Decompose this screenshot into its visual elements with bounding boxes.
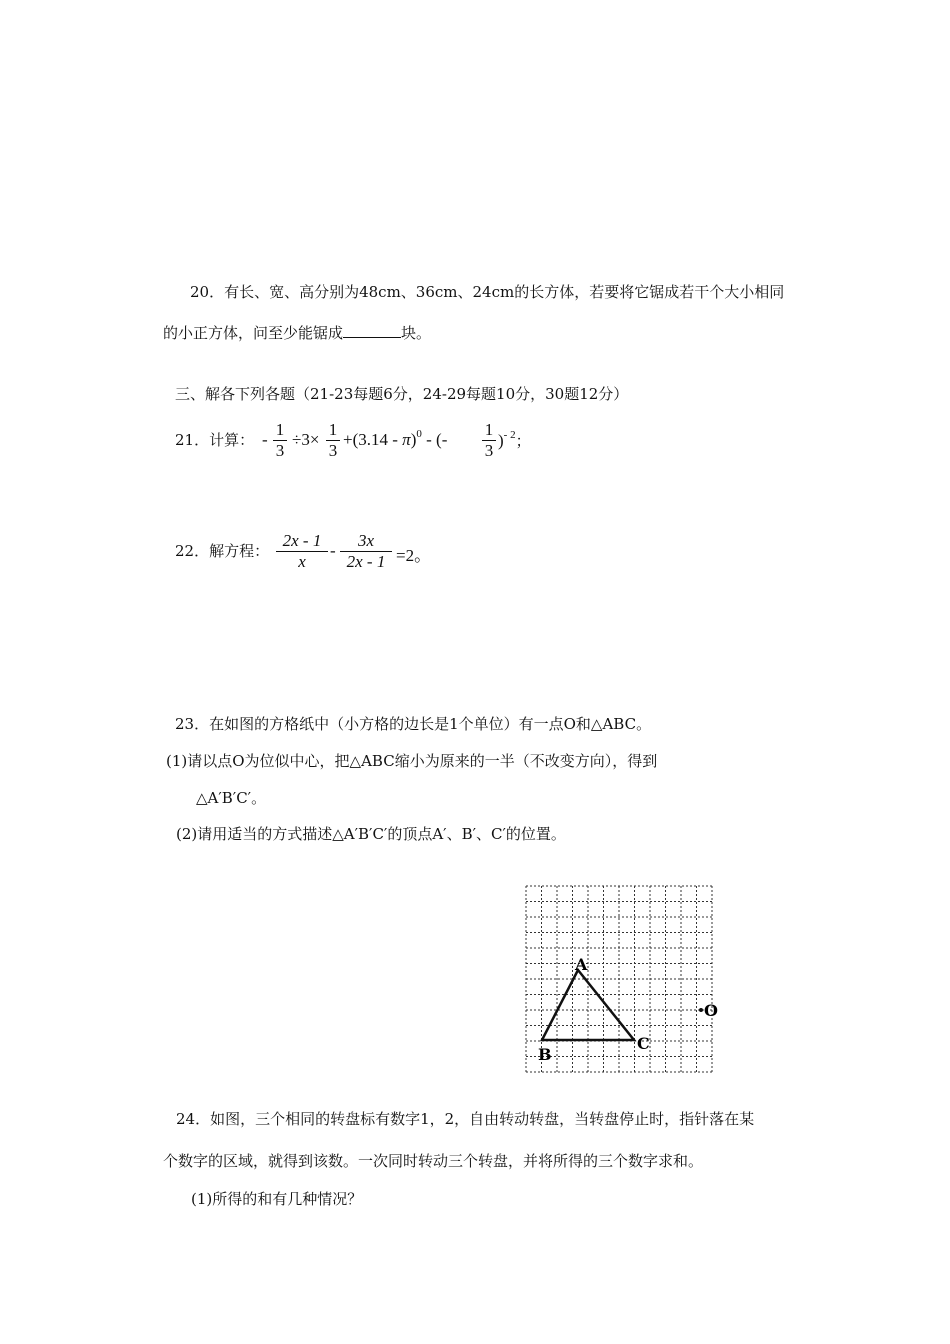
- q21-label: 21．计算：: [175, 431, 255, 449]
- q21-pi: π: [402, 430, 411, 449]
- q22-frac2: [340, 531, 392, 572]
- grid-lines: [526, 886, 712, 1072]
- q20-line1: 20．有长、宽、高分别为48cm、36cm、24cm的长方体，若要将它锯成若干个大小相同: [190, 283, 785, 301]
- q21-plus: +(3.14 -: [343, 430, 398, 449]
- q20-line2: [163, 323, 431, 343]
- q24-line2: 个数字的区域，就得到该数。一次同时转动三个转盘，并将所得的三个数字求和。: [163, 1152, 704, 1170]
- triangle-abc: [542, 970, 634, 1040]
- label-a: A: [575, 955, 588, 974]
- q23-line3: △A′B′C′。: [196, 789, 267, 807]
- q21-exp0: 0: [416, 428, 422, 440]
- q21-minus: -: [262, 430, 268, 449]
- q21-rparen: ): [410, 430, 417, 449]
- q22-label: 22．解方程：: [175, 542, 270, 560]
- q21-frac3-den: 3: [484, 441, 494, 460]
- q22-frac1: [276, 531, 328, 572]
- q22-frac1-den: x: [298, 552, 306, 571]
- q23-line1: 23．在如图的方格纸中（小方格的边长是1个单位）有一点O和△ABC。: [175, 715, 652, 733]
- q21-rparen2: ): [498, 431, 504, 450]
- q22-minus: -: [330, 541, 336, 560]
- q21-frac2-den: 3: [328, 441, 338, 460]
- q21-minus2: - (-: [426, 430, 448, 449]
- answer-blank[interactable]: [343, 323, 401, 338]
- q21-semicolon: ；: [515, 434, 531, 450]
- q21-exp-neg2: - 2: [503, 429, 516, 441]
- q21-frac1-num: 1: [273, 420, 287, 441]
- q20-line2-end: 块。: [401, 324, 432, 342]
- label-c: C: [637, 1034, 650, 1053]
- q24-line3: (1)所得的和有几种情况？: [191, 1190, 363, 1208]
- label-b: B: [538, 1045, 552, 1064]
- grid-figure: [520, 880, 730, 1080]
- q23-line4: (2)请用适当的方式描述△A′B′C′的顶点A′、B′、C′的位置。: [176, 825, 566, 843]
- q22-frac2-den: 2x - 1: [346, 552, 386, 571]
- point-o: [699, 1008, 703, 1012]
- q21-frac2-num: 1: [326, 420, 340, 441]
- q22-frac2-num: 3x: [340, 531, 392, 552]
- q21-tail: [498, 430, 531, 451]
- q21-div: ÷3×: [292, 430, 320, 449]
- q21-paren: [343, 430, 447, 450]
- q21-frac2: [326, 420, 340, 461]
- q22-frac1-num: 2x - 1: [276, 531, 328, 552]
- q21-frac3: [482, 420, 496, 461]
- q22-rhs: =2。: [396, 546, 432, 565]
- q21-frac3-num: 1: [482, 420, 496, 441]
- q24-line1: 24．如图，三个相同的转盘标有数字1，2，自由转动转盘，当转盘停止时，指针落在某: [176, 1110, 755, 1128]
- q21-frac1-den: 3: [275, 441, 285, 460]
- q23-line2: (1)请以点O为位似中心，把△ABC缩小为原来的一半（不改变方向），得到: [166, 752, 658, 770]
- q21-frac1: [273, 420, 287, 461]
- q20-line2-text: 的小正方体，问至少能锯成: [163, 324, 344, 342]
- section-heading: 三、解各下列各题（21-23每题6分，24-29每题10分，30题12分）: [175, 385, 629, 403]
- label-o: O: [704, 1001, 718, 1020]
